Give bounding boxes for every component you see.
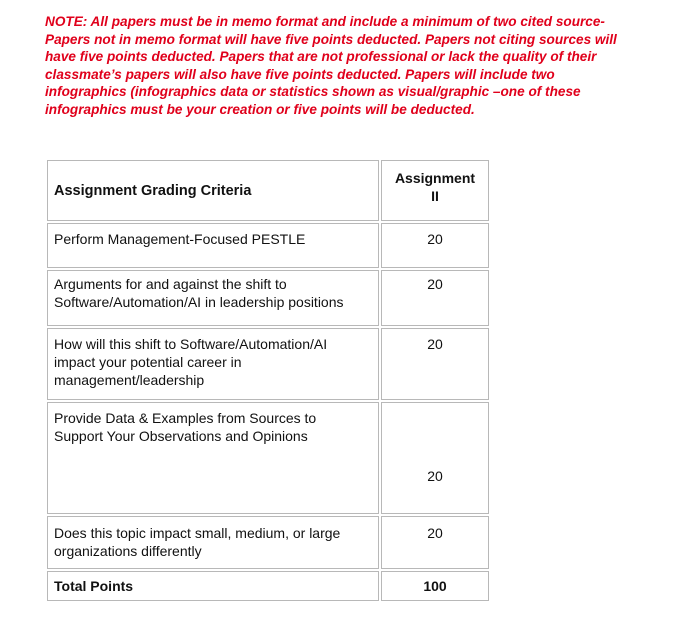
assignment-header	[381, 160, 489, 221]
note-line: infographics (infographics data or statistics shown as visual/graphic –one of these	[45, 84, 581, 100]
grading-criteria-table	[45, 158, 491, 603]
criteria-text: management/leadership	[54, 372, 205, 388]
points-cell: 20	[381, 223, 489, 268]
table-row	[47, 402, 489, 514]
criteria-text: Perform Management-Focused PESTLE	[54, 231, 306, 247]
table-row	[47, 516, 489, 569]
total-label: Total Points	[47, 571, 379, 601]
table-header-row	[47, 160, 489, 221]
criteria-text: Provide Data & Examples from Sources to	[54, 410, 317, 426]
points-cell: 20	[381, 270, 489, 326]
criteria-text: impact your potential career in	[54, 354, 242, 370]
note-line: NOTE: All papers must be in memo format and include a minimum of two cited source-	[45, 14, 605, 29]
criteria-text: Support Your Observations and Opinions	[54, 428, 308, 444]
note-line: classmate’s papers will also have five points deducted. Papers will include two	[45, 66, 555, 82]
criteria-cell	[47, 223, 379, 268]
assignment-header-line1: Assignment	[394, 170, 476, 186]
assignment-header-line2: II	[431, 188, 439, 204]
criteria-text: organizations differently	[54, 543, 202, 559]
table-row	[47, 223, 489, 268]
points-cell: 20	[381, 516, 489, 569]
criteria-text: How will this shift to Software/Automation/AI	[54, 336, 328, 352]
table-row	[47, 270, 489, 326]
points-cell: 20	[381, 402, 489, 514]
criteria-cell	[47, 328, 379, 400]
note-line: Papers not in memo format will have five points deducted. Papers not citing sources will	[45, 31, 617, 47]
criteria-cell	[47, 516, 379, 569]
criteria-text: Arguments for and against the shift to	[54, 276, 287, 292]
total-row	[47, 571, 489, 601]
criteria-text: Software/Automation/AI in leadership positions	[54, 294, 344, 310]
note-line: infographics must be your creation or five points will be deducted.	[45, 101, 475, 117]
criteria-cell	[47, 402, 379, 514]
criteria-cell	[47, 270, 379, 326]
criteria-text: Does this topic impact small, medium, or large	[54, 525, 341, 541]
criteria-header: Assignment Grading Criteria	[47, 160, 379, 221]
note-line: have five points deducted. Papers that are not professional or lack the quality of their	[45, 49, 597, 65]
points-cell: 20	[381, 328, 489, 400]
deduction-note	[45, 13, 695, 119]
table-row	[47, 328, 489, 400]
total-points: 100	[381, 571, 489, 601]
